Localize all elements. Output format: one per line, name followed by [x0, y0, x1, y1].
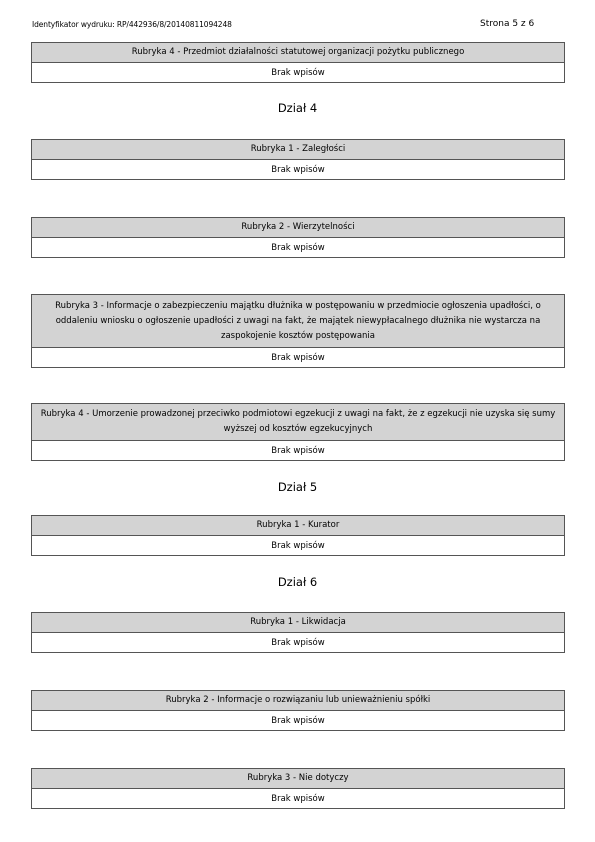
- rubric-box: [31, 139, 565, 180]
- rubric-value: Brak wpisów: [271, 242, 325, 253]
- rubric-box: [31, 690, 565, 731]
- rubric-title: Rubryka 1 - Zaległości: [32, 140, 564, 160]
- rubric-title: Rubryka 2 - Wierzytelności: [32, 218, 564, 238]
- rubric-title: Rubryka 4 - Przedmiot działalności statutowej organizacji pożytku publicznego: [32, 43, 564, 63]
- rubric-title: Rubryka 1 - Likwidacja: [32, 613, 564, 633]
- rubric-box: [31, 768, 565, 809]
- rubric-value: Brak wpisów: [271, 715, 325, 726]
- rubric-value: Brak wpisów: [271, 67, 325, 78]
- section-title: Dział 6: [277, 575, 318, 589]
- page-number: Strona 5 z 6: [480, 19, 535, 29]
- rubric-box: [31, 42, 565, 83]
- rubric-title: Rubryka 1 - Kurator: [32, 516, 564, 536]
- rubric-box: [31, 294, 565, 368]
- section-title: Dział 4: [277, 101, 318, 115]
- rubric-box: [31, 403, 565, 461]
- rubric-title: Rubryka 4 - Umorzenie prowadzonej przeciwko podmiotowi egzekucji z uwagi na fakt, że z egzekucji nie uzyska się sumy wyższej od kosztów egzekucyjnych: [32, 404, 564, 441]
- rubric-title: Rubryka 2 - Informacje o rozwiązaniu lub unieważnieniu spółki: [32, 691, 564, 711]
- rubric-box: [31, 612, 565, 653]
- document-id: Identyfikator wydruku: RP/442936/8/20140811094248: [32, 20, 232, 29]
- rubric-title: Rubryka 3 - Informacje o zabezpieczeniu majątku dłużnika w postępowaniu w przedmiocie ogłoszenia upadłości, o oddaleniu wniosku o ogłoszenie upadłości z uwagi na fakt, że majątek niewypłacalnego dłużnika nie wystarcza na zaspokojenie kosztów postępowania: [32, 295, 564, 348]
- rubric-value: Brak wpisów: [271, 445, 325, 456]
- rubric-value: Brak wpisów: [271, 793, 325, 804]
- rubric-value: Brak wpisów: [271, 540, 325, 551]
- rubric-title: Rubryka 3 - Nie dotyczy: [32, 769, 564, 789]
- rubric-value: Brak wpisów: [271, 637, 325, 648]
- rubric-box: [31, 217, 565, 258]
- rubric-box: [31, 515, 565, 556]
- section-title: Dział 5: [277, 480, 318, 494]
- rubric-value: Brak wpisów: [271, 352, 325, 363]
- rubric-value: Brak wpisów: [271, 164, 325, 175]
